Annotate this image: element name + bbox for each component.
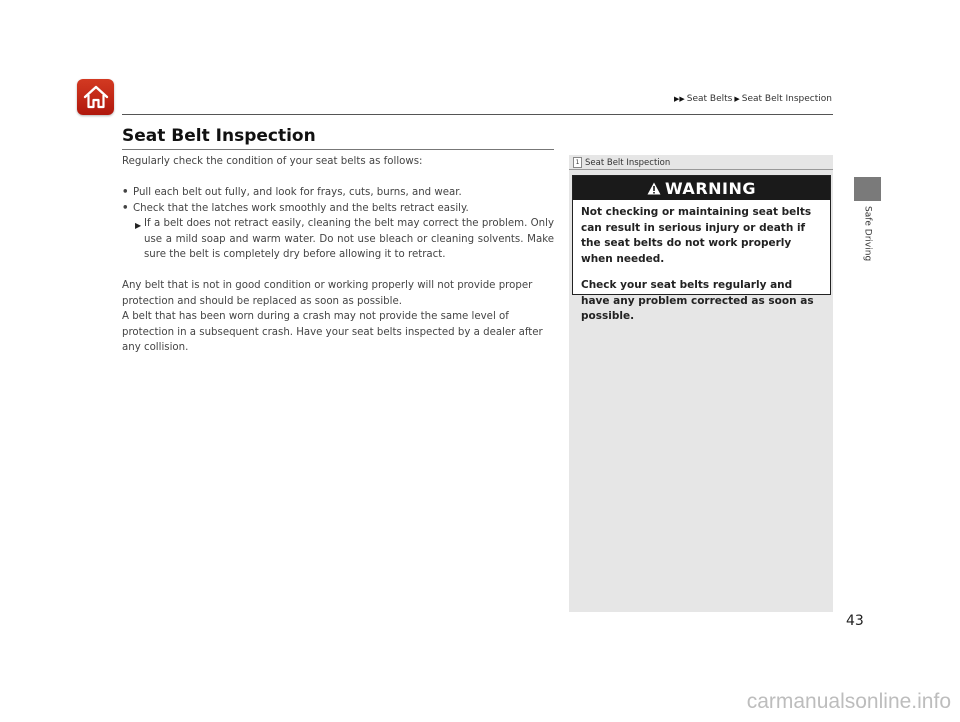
sidebar-heading-text: Seat Belt Inspection: [585, 157, 671, 168]
home-button[interactable]: [77, 79, 114, 115]
warning-triangle-icon: [647, 182, 661, 195]
triangle-right-icon: ▶: [135, 221, 142, 230]
list-item: [122, 185, 554, 201]
warning-text: Not checking or maintaining seat belts can result in serious injury or death if the seat belts do not work properly when needed.: [581, 206, 812, 265]
triangle-right-icon: ▶: [734, 95, 740, 103]
page-number: 43: [846, 613, 864, 629]
breadcrumb-current: Seat Belt Inspection: [741, 94, 832, 104]
main-content: [122, 154, 554, 356]
warning-title: WARNING: [665, 178, 756, 198]
sidebar-heading: [573, 157, 670, 168]
bullet-text: Check that the latches work smoothly and the belts retract easily.: [133, 202, 469, 214]
breadcrumb: [674, 94, 832, 104]
warning-header: [573, 176, 830, 200]
header-divider: [122, 114, 833, 115]
paragraph: A belt that has been worn during a crash may not provide the same level of protection in a subsequent crash. Have your seat belts inspected by a dealer after any collision.: [122, 311, 543, 353]
warning-text: Check your seat belts regularly and have any problem corrected as soon as possible.: [581, 279, 814, 322]
sidebar-note-panel: [569, 155, 833, 612]
breadcrumb-parent[interactable]: Seat Belts: [686, 94, 733, 104]
warning-box: [572, 175, 831, 322]
page-title: Seat Belt Inspection: [122, 126, 316, 146]
sidebar-divider: [569, 169, 833, 170]
reference-number: 1: [573, 157, 582, 168]
sub-note: [122, 216, 554, 263]
triangle-right-icon: ▶▶: [673, 95, 685, 103]
home-icon: [83, 85, 109, 109]
paragraph: Any belt that is not in good condition or working properly will not provide proper protection and should be replaced as soon as possible.: [122, 280, 533, 307]
warning-body: [573, 200, 830, 330]
bullet-text: Pull each belt out fully, and look for frays, cuts, burns, and wear.: [133, 187, 462, 198]
bullet-icon: •: [122, 187, 129, 198]
watermark: carmanualsonline.info: [746, 690, 951, 713]
section-tab-label: Safe Driving: [862, 206, 873, 262]
section-tab-marker[interactable]: [854, 177, 881, 201]
sub-note-text: If a belt does not retract easily, cleaning the belt may correct the problem. Only use a mild soap and warm water. Do not use bleach or cleaning solvents. Make sure the belt is completely dry before allowing it to retract.: [144, 218, 554, 260]
intro-text: Regularly check the condition of your seat belts as follows:: [122, 156, 423, 167]
bullet-icon: •: [122, 202, 129, 214]
list-item: [122, 201, 554, 217]
title-divider: [122, 149, 554, 150]
